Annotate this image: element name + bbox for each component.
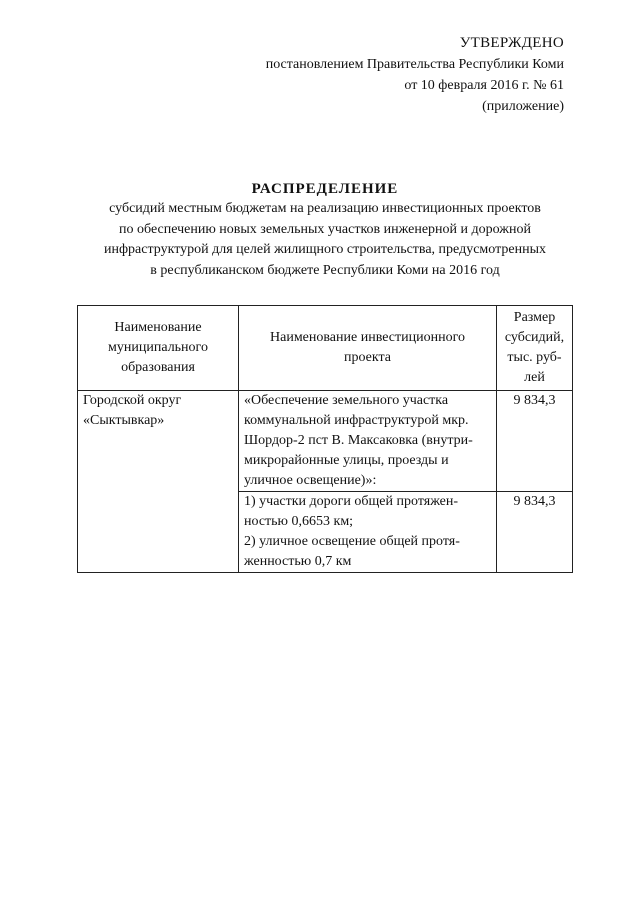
cell-project — [239, 391, 497, 492]
header-line: Наименование — [114, 320, 202, 335]
subtitle-line: в республиканском бюджете Республики Коми на 2016 год — [150, 262, 500, 278]
approval-line: постановлением Правительства Республики Коми — [265, 57, 564, 72]
header-municipality — [78, 306, 239, 391]
header-line: субсидий, — [504, 330, 565, 345]
cell-line: «Сыктывкар» — [83, 413, 165, 428]
cell-line: 1) участки дороги общей протяжен- — [244, 494, 459, 509]
cell-line: Шордор-2 пст В. Максаковка (внутри- — [244, 433, 473, 448]
header-line: лей — [524, 370, 545, 385]
header-line: образования — [121, 360, 195, 375]
subtitle-line: инфраструктурой для целей жилищного строительства, предусмотренных — [104, 242, 546, 257]
document-subtitle — [80, 199, 570, 281]
cell-line: Городской округ — [83, 393, 182, 408]
header-amount — [497, 306, 573, 391]
cell-line: микрорайонные улицы, проезды и — [244, 453, 449, 468]
cell-line: уличное освещение)»: — [244, 473, 377, 488]
approval-stamp: УТВЕРЖДЕНО — [459, 35, 564, 51]
cell-line: 2) уличное освещение общей протя- — [244, 534, 460, 549]
approval-line: от 10 февраля 2016 г. № 61 — [404, 78, 564, 93]
header-line: проекта — [344, 350, 391, 365]
cell-amount: 9 834,3 — [497, 391, 573, 492]
header-line: Наименование инвестиционного — [270, 330, 465, 345]
cell-line: коммунальной инфраструктурой мкр. — [244, 413, 469, 428]
subtitle-line: по обеспечению новых земельных участков инженерной и дорожной — [119, 221, 531, 237]
document-heading — [80, 179, 570, 281]
cell-line: ностью 0,6653 км; — [244, 514, 354, 529]
approval-block — [204, 33, 564, 117]
cell-amount: 9 834,3 — [497, 492, 573, 573]
subtitle-line: субсидий местным бюджетам на реализацию инвестиционных проектов — [109, 201, 541, 216]
header-project — [239, 306, 497, 391]
header-line: тыс. руб- — [507, 350, 562, 365]
header-line: Размер — [513, 310, 556, 325]
approval-line: (приложение) — [482, 99, 564, 114]
cell-project-items — [239, 492, 497, 573]
cell-line: «Обеспечение земельного участка — [244, 393, 449, 408]
table-header-row — [78, 306, 573, 391]
cell-line: женностью 0,7 км — [244, 554, 352, 569]
subsidy-table — [77, 305, 573, 573]
cell-municipality — [78, 391, 239, 573]
header-line: муниципального — [108, 340, 208, 355]
table-row — [78, 391, 573, 492]
document-title: РАСПРЕДЕЛЕНИЕ — [251, 181, 399, 197]
